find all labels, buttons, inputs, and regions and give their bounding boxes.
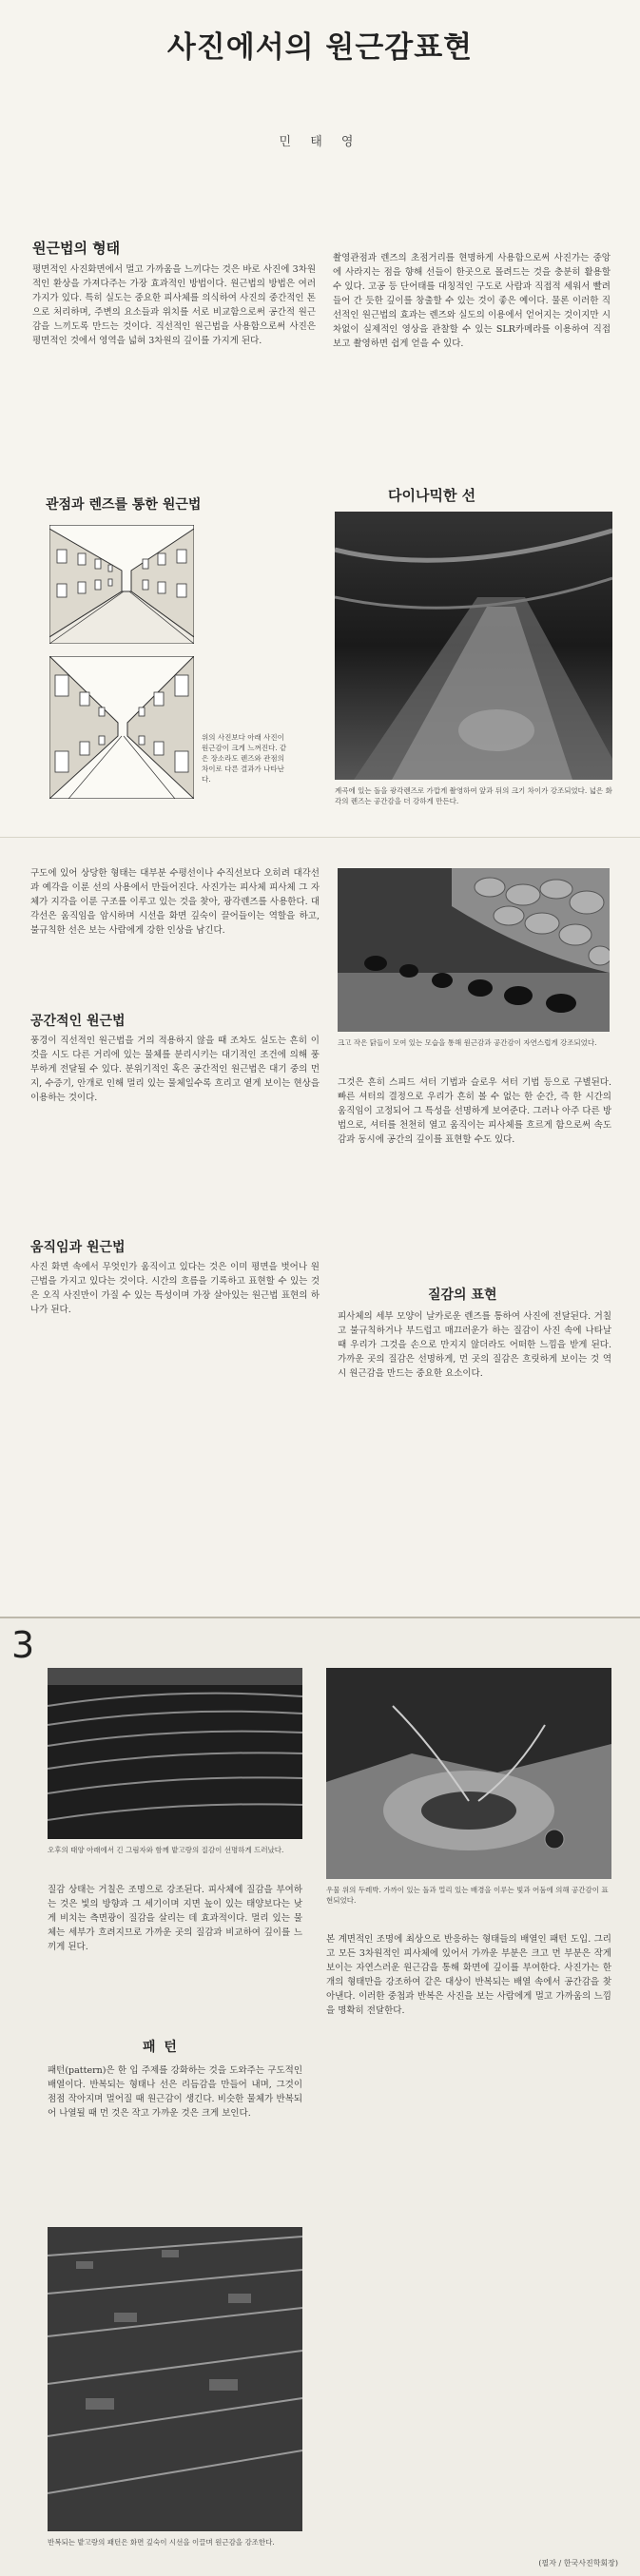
author-credit: (필자 / 한국사진학회장) (538, 2559, 618, 2567)
body-text-motion: 사진 화면 속에서 무엇인가 움직이고 있다는 것은 이미 평면을 벗어나 원근법을 가지고 있다는 것이다. 시간의 흐름을 기록하고 표현할 수 있는 것은 오직 사진만이 가질 수 있는 특성이며 가장 살아있는 원근법 표현의 하나가 된다. (30, 1262, 320, 1315)
heading-motion: 움직임과 원근법 (30, 1240, 126, 1255)
body-text-aerial: 풍경이 직선적인 원근법을 거의 적용하지 않을 때 조차도 실도는 흔히 이것을 시도 다른 거리에 있는 물체를 분리시키는 대기적인 조건에 의해 풍부하게 전달될 수 있다. 분위기적인 혹은 공간적인 원근법은 대기 중의 먼지, 수증기, 안개로 인해 멀리 있는 물체일수록 흐리고 옅게 보이는 현상을 이용하는 것이다. (30, 1036, 320, 1103)
body-text-right-top: 그것은 흔히 스피드 셔터 기법과 슬로우 셔터 기법 등으로 구별된다. 빠른 셔터의 결정으로 우리가 흔히 볼 수 없는 한 순간, 즉 한 시간의 움직임이 고정되어 그 특성을 선명하게 보여준다. 그러나 아주 다른 방법으로, 셔터를 천천히 열고 움직이는 피사체를 흐르게 함으로써 속도감과 동시에 공간의 깊이를 표현할 수도 있다. (338, 1077, 611, 1145)
article-page-3 (0, 1617, 640, 2576)
caption-chickens: 크고 작은 닭들이 모여 있는 모습을 통해 원근감과 공간감이 자연스럽게 강조되었다. (338, 1038, 597, 1047)
photo-chickens (338, 868, 610, 1032)
heading-pattern: 패 턴 (143, 2040, 179, 2055)
caption-pattern: 반복되는 밭고랑의 패턴은 화면 깊숙이 시선을 이끌며 원근감을 강조한다. (48, 2538, 275, 2547)
heading-lens: 관점과 렌즈를 통한 원근법 (46, 497, 202, 513)
body-text-right: 촬영관점과 렌즈의 초점거리를 현명하게 사용함으로써 사진가는 중앙에 사라지는 점을 향해 선들이 한곳으로 몰려드는 것을 충분히 활용할 수 있다. 고공 등 단어태를 대칭적인 구도로 사람과 직접적 세워서 빨려들어 간 듯한 깊이를 창출할 수 있는 것이 좋은 예이다. 물론 이러한 직선적인 원근법의 효과는 렌즈와 실도의 이용에서 얻어지는 것이지만 시차없이 실제적인 영상을 관찰할 수 있는 SLR카메라를 이용하여 직접 보고 촬영하면 쉽게 얻을 수 있다. (333, 253, 611, 349)
perspective-sketch-bottom (49, 656, 194, 799)
photo-pattern (48, 2227, 302, 2531)
article-page-2 (0, 837, 640, 1617)
article-title: 사진에서의 원근감표현 (166, 30, 474, 65)
caption-rock-well: 우물 위의 두레박. 가까이 있는 돌과 멀리 있는 배경을 이루는 빛과 어둠에 의해 공간감이 표현되었다. (326, 1886, 609, 1905)
body-text-left: 평면적인 사진화면에서 멀고 가까움을 느끼다는 것은 바로 사진에 3차원적인 환상을 가져다주는 가장 효과적인 방법이다. 원근법의 방법은 여러가지가 있다. 특히 실도는 중요한 피사체를 의식하여 사진의 중간적인 톤으로 처리하며, 주변의 요소들과 위치를 서로 비교함으로써 공간적 원근감을 느끼도록 만드는 것이다. 직선적인 원근법을 사용함으로써 사진은 평면적인 것에서 영역을 넓혀 3차원의 깊이를 가지게 된다. (32, 264, 316, 346)
photo-rock-well (326, 1668, 611, 1879)
heading-technique: 원근법의 형태 (32, 240, 121, 257)
heading-dynamic: 다이나믹한 선 (388, 487, 476, 504)
page-number: 3 (11, 1624, 35, 1666)
caption-lens: 위의 사진보다 아래 사진이 원근감이 크게 느껴진다. 같은 장소라도 렌즈와 관점의 차이로 다른 결과가 나타난다. (202, 733, 287, 784)
body-text-left: 질감 상태는 거칠은 조명으로 강조된다. 피사체에 질감을 부여하는 것은 빛의 방향과 그 세기이며 지면 높이 있는 태양보다는 낮게 비치는 측면광이 질감을 살리는 데 효과적이다. 멀리 있는 물체는 세부가 흐려지므로 가까운 곳의 질감과 비교하여 깊이를 느끼게 된다. (48, 1885, 302, 1952)
photo-fields (48, 1668, 302, 1839)
caption-fields: 오후의 태양 아래에서 긴 그림자와 함께 밭고랑의 질감이 선명하게 드러났다. (48, 1846, 284, 1854)
author-name: 민 태 영 (279, 135, 361, 149)
heading-aerial: 공간적인 원근법 (30, 1014, 126, 1029)
article-page-1 (0, 0, 640, 837)
caption-dynamic: 계곡에 있는 돌을 광각렌즈로 가깝게 촬영하여 앞과 뒤의 크기 차이가 강조되었다. 넓은 화각의 렌즈는 공간감을 더 강하게 만든다. (335, 786, 612, 805)
body-text-top: 구도에 있어 상당한 형태는 대부분 수평선이나 수직선보다 오히려 대각선과 예각을 이룬 선의 사용에서 만들어진다. 사진가는 피사체 피사체 그 자체가 지각을 이룬 구조를 이루고 있는 것을 찾아, 광각렌즈를 사용한다. 대각선은 움직임을 암시하며 시선을 화면 깊숙이 끌어들이는 역할을 하고, 불규칙한 선은 보는 사람에게 강한 인상을 남긴다. (30, 868, 320, 936)
heading-texture: 질감의 표현 (428, 1288, 497, 1303)
body-text-pattern: 패턴(pattern)은 한 입 주제를 강화하는 것을 도와주는 구도적인 배열이다. 반복되는 형태나 선은 리듬감을 만들어 내며, 그것이 점점 작아지며 멀어질 때 원근감이 생긴다. 비슷한 물체가 반복되어 나열될 때 먼 것은 작고 가까운 것은 크게 보인다. (48, 2065, 302, 2119)
body-text-texture: 피사체의 세부 모양이 날카로운 렌즈를 통하여 사진에 전달된다. 거칠고 불규칙하거나 부드럽고 매끄러운가 하는 질감이 사진 속에 나타날 때 우리가 그것을 손으로 만지지 않더라도 어떠한 느낌을 받게 된다. 가까운 곳의 질감은 선명하게, 먼 곳의 질감은 흐릿하게 보이는 것 역시 원근감을 만드는 중요한 요소이다. (338, 1311, 611, 1379)
body-text-right: 본 계면적인 조명에 최상으로 반응하는 형태들의 배열인 패턴 도입. 그리고 모든 3차원적인 피사체에 있어서 가까운 부분은 크고 먼 부분은 작게 보이는 자연스러운 원근감을 통해 화면에 깊이를 부여한다. 사진가는 한 개의 형태만을 강조하여 같은 대상이 반복되는 배열 속에서 공간감을 찾아낸다. 이러한 중첩과 반복은 사진을 보는 사람에게 멀고 가까움의 느낌을 명확히 전달한다. (326, 1934, 611, 2016)
photo-dynamic-line (335, 512, 612, 780)
perspective-sketch-top (49, 525, 194, 644)
